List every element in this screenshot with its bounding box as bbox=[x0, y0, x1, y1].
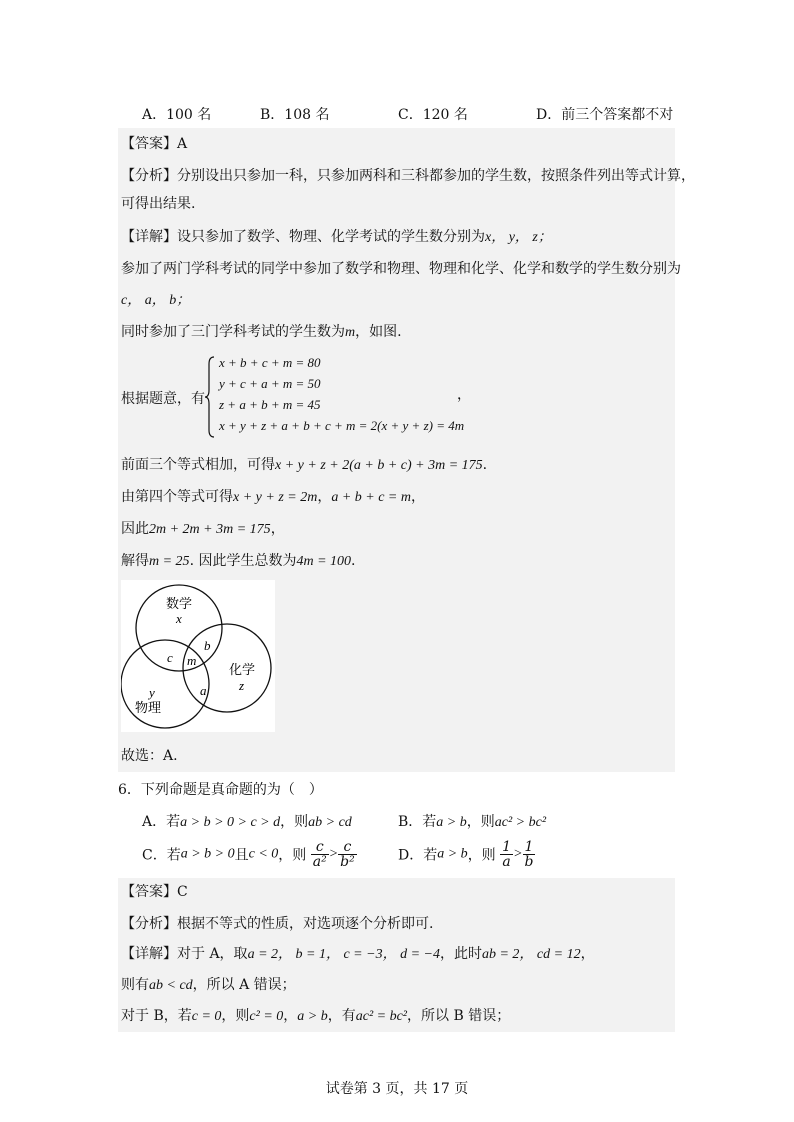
q5-detail-line-4 bbox=[121, 322, 669, 343]
detail-text: 设只参加了数学、物理、化学考试的学生数分别为 bbox=[177, 229, 485, 245]
detail-vars-2: c， a， b； bbox=[121, 293, 191, 308]
venn-a: a bbox=[200, 683, 207, 698]
q6-detail-1-end: ， bbox=[580, 946, 595, 962]
q6-detail-line-2 bbox=[121, 975, 669, 996]
venn-math-label: 数学 bbox=[166, 597, 193, 612]
q5-answer-line bbox=[121, 134, 669, 154]
q6-solution-block bbox=[118, 878, 675, 1032]
detail-text-4-end: ，如图. bbox=[355, 324, 402, 340]
q5-solve-line bbox=[121, 551, 669, 572]
venn-diagram bbox=[121, 580, 275, 732]
q6-detail-line-3 bbox=[121, 1006, 669, 1027]
hence-eq: 2m + 2m + 3m = 175 bbox=[149, 522, 271, 537]
q6-detail-3-eq1: c = 0 bbox=[191, 1009, 222, 1024]
q6-detail-1-vals: a = 2， b = 1， c = −3， d = −4 bbox=[247, 947, 440, 962]
solve-mid: . 因此学生总数为 bbox=[189, 553, 297, 569]
system-suffix: ， bbox=[457, 387, 471, 403]
fourth-sep: ， bbox=[317, 489, 332, 505]
q6-option-b bbox=[398, 811, 546, 831]
q6-c-cond2: c < 0 bbox=[248, 846, 279, 862]
equation-system bbox=[121, 354, 521, 440]
venn-b: b bbox=[204, 638, 211, 653]
venn-c: c bbox=[167, 650, 173, 665]
hence-end: ， bbox=[270, 521, 285, 537]
system-eq-3: z + a + b + m = 45 bbox=[219, 397, 321, 412]
q6-a-res: ab > cd bbox=[308, 815, 352, 830]
q6-d-frac2 bbox=[523, 840, 536, 869]
q6-detail-tag: 【详解】 bbox=[121, 946, 177, 962]
q6-analysis-line bbox=[121, 914, 669, 934]
q5-sum-line bbox=[121, 455, 669, 476]
q6-analysis-tag: 【分析】 bbox=[121, 916, 177, 932]
system-brace bbox=[205, 356, 215, 438]
q6-d-frac1 bbox=[500, 840, 513, 869]
solve-eq2: 4m = 100 bbox=[296, 554, 352, 569]
q6-b-res: ac² > bc² bbox=[494, 815, 547, 830]
q6-detail-3-eq3: a > b bbox=[297, 1009, 328, 1024]
hence-prefix: 因此 bbox=[121, 521, 149, 537]
q6-d-num2: 1 bbox=[523, 840, 536, 855]
q6-d-num1: 1 bbox=[502, 839, 512, 855]
sum-prefix: 前面三个等式相加，可得 bbox=[121, 457, 275, 473]
q6-detail-2-prefix: 则有 bbox=[121, 977, 149, 993]
q6-detail-3-eq4: ac² = bc² bbox=[355, 1009, 408, 1024]
q6-detail-3-end: ，所以 B 错误； bbox=[407, 1008, 511, 1024]
venn-chem-label: 化学 bbox=[229, 663, 256, 678]
q6-c-mid: ，则 bbox=[278, 847, 307, 864]
q6-d-den1: a bbox=[502, 854, 511, 870]
system-eq-4: x + y + z + a + b + c + m = 2(x + y + z) = 4m bbox=[219, 418, 465, 433]
q5-solution-block bbox=[118, 128, 695, 772]
q5-analysis-line-2 bbox=[121, 194, 669, 214]
q6-d-den2: b bbox=[524, 854, 534, 870]
q6-detail-3-sep: ， bbox=[283, 1008, 298, 1024]
fourth-prefix: 由第四个等式可得 bbox=[121, 489, 233, 505]
q6-detail-3-prefix: 对于 B，若 bbox=[121, 1008, 192, 1024]
q6-answer-value: C bbox=[177, 884, 188, 900]
solve-eq: m = 25 bbox=[149, 554, 190, 569]
q6-d-cond: a > b bbox=[437, 846, 468, 862]
answer-value: A bbox=[177, 136, 188, 152]
venn-math-var: x bbox=[176, 611, 182, 626]
q6-c-num2: c bbox=[338, 840, 357, 855]
q6-detail-1-mid: ，此时 bbox=[439, 946, 482, 962]
q5-option-b: B．108 名 bbox=[260, 107, 330, 123]
q6-b-prefix: B．若 bbox=[398, 814, 437, 830]
q6-c-frac2 bbox=[338, 840, 357, 869]
q6-c-cond: a > b > 0 bbox=[180, 846, 235, 862]
q6-detail-1-vals2: ab = 2， cd = 12 bbox=[481, 947, 581, 962]
solve-end: . bbox=[351, 553, 356, 569]
analysis-text: 分别设出只参加一科，只参加两科和三科都参加的学生数，按照条件列出等式计算， bbox=[177, 168, 695, 184]
q6-detail-2-end: ，所以 A 错误； bbox=[192, 977, 296, 993]
q5-analysis-line-1 bbox=[121, 166, 695, 186]
venn-chem-var: z bbox=[239, 678, 245, 693]
q5-option-a: A．100 名 bbox=[142, 107, 212, 123]
system-prefix: 根据题意，有 bbox=[121, 391, 205, 407]
q6-detail-3-mid2: ，有 bbox=[327, 1008, 356, 1024]
q6-c-and: 且 bbox=[234, 847, 249, 864]
q6-b-cond: a > b bbox=[436, 815, 467, 830]
detail-text-2: 参加了两门学科考试的同学中参加了数学和物理、物理和化学、化学和数学的学生数分别为 bbox=[121, 261, 681, 277]
q6-answer-line bbox=[121, 882, 669, 902]
q6-d-prefix: D．若 bbox=[398, 847, 438, 864]
detail-tag: 【详解】 bbox=[121, 229, 177, 245]
detail-text-4: 同时参加了三门学科考试的学生数为 bbox=[121, 324, 345, 340]
detail-vars: x， y， z； bbox=[485, 230, 552, 245]
q5-fourth-line bbox=[121, 487, 669, 508]
fourth-eq1: x + y + z = 2m bbox=[233, 490, 318, 505]
q6-b-mid: ，则 bbox=[466, 814, 495, 830]
q6-option-a bbox=[142, 811, 352, 831]
venn-m: m bbox=[187, 653, 197, 668]
q6-detail-3-eq2: c² = 0 bbox=[249, 1009, 284, 1024]
q6-d-gt: > bbox=[513, 846, 523, 862]
q5-detail-line-2 bbox=[121, 259, 681, 279]
q5-option-c: C．120 名 bbox=[398, 107, 468, 123]
q6-analysis-text: 根据不等式的性质，对选项逐个分析即可. bbox=[177, 916, 434, 932]
q6-option-d bbox=[398, 840, 535, 874]
analysis-tag: 【分析】 bbox=[121, 168, 177, 184]
q6-a-cond: a > b > 0 > c > d bbox=[180, 815, 281, 830]
system-eq-1: x + b + c + m = 80 bbox=[219, 355, 321, 370]
q6-option-c bbox=[142, 840, 357, 874]
q6-c-prefix: C．若 bbox=[142, 847, 181, 864]
q6-detail-3-mid1: ，则 bbox=[221, 1008, 250, 1024]
q6-stem: 6．下列命题是真命题的为（ ） bbox=[118, 782, 323, 798]
analysis-text-2: 可得出结果. bbox=[121, 196, 196, 212]
q6-a-prefix: A．若 bbox=[142, 814, 181, 830]
q6-answer-tag: 【答案】 bbox=[121, 884, 177, 900]
q5-detail-line-3 bbox=[121, 290, 669, 311]
q6-a-mid: ，则 bbox=[280, 814, 309, 830]
page-footer: 试卷第 3 页，共 17 页 bbox=[325, 1081, 469, 1097]
q6-c-den2: b² bbox=[340, 854, 355, 870]
solve-prefix: 解得 bbox=[121, 553, 149, 569]
q6-detail-line-1 bbox=[121, 944, 669, 965]
choose-text: 故选：A. bbox=[121, 748, 178, 764]
q5-choose-line bbox=[121, 746, 669, 766]
q5-options bbox=[0, 104, 794, 124]
q6-detail-2-eq: ab < cd bbox=[149, 978, 193, 993]
detail-var-m: m bbox=[345, 325, 356, 340]
answer-tag: 【答案】 bbox=[121, 136, 177, 152]
fourth-end: ， bbox=[411, 489, 425, 505]
venn-phys-label: 物理 bbox=[135, 701, 162, 716]
q6-c-den1: a² bbox=[312, 854, 327, 870]
q6-c-gt: > bbox=[328, 846, 339, 862]
sum-eq: x + y + z + 2(a + b + c) + 3m = 175 bbox=[275, 458, 483, 473]
q6-c-frac1 bbox=[311, 840, 329, 869]
q6-c-num1: c bbox=[311, 840, 329, 855]
q5-detail-line-1 bbox=[121, 227, 669, 248]
venn-svg bbox=[121, 580, 275, 732]
q6-d-mid: ，则 bbox=[467, 847, 496, 864]
sum-end: . bbox=[482, 457, 488, 473]
fourth-eq2: a + b + c = m bbox=[331, 490, 411, 505]
q5-hence-line bbox=[121, 519, 669, 540]
q5-option-d: D．前三个答案都不对 bbox=[536, 107, 674, 123]
venn-phys-var: y bbox=[149, 685, 155, 700]
q6-detail-1-prefix: 对于 A，取 bbox=[177, 946, 248, 962]
system-eq-2: y + c + a + m = 50 bbox=[219, 376, 321, 391]
